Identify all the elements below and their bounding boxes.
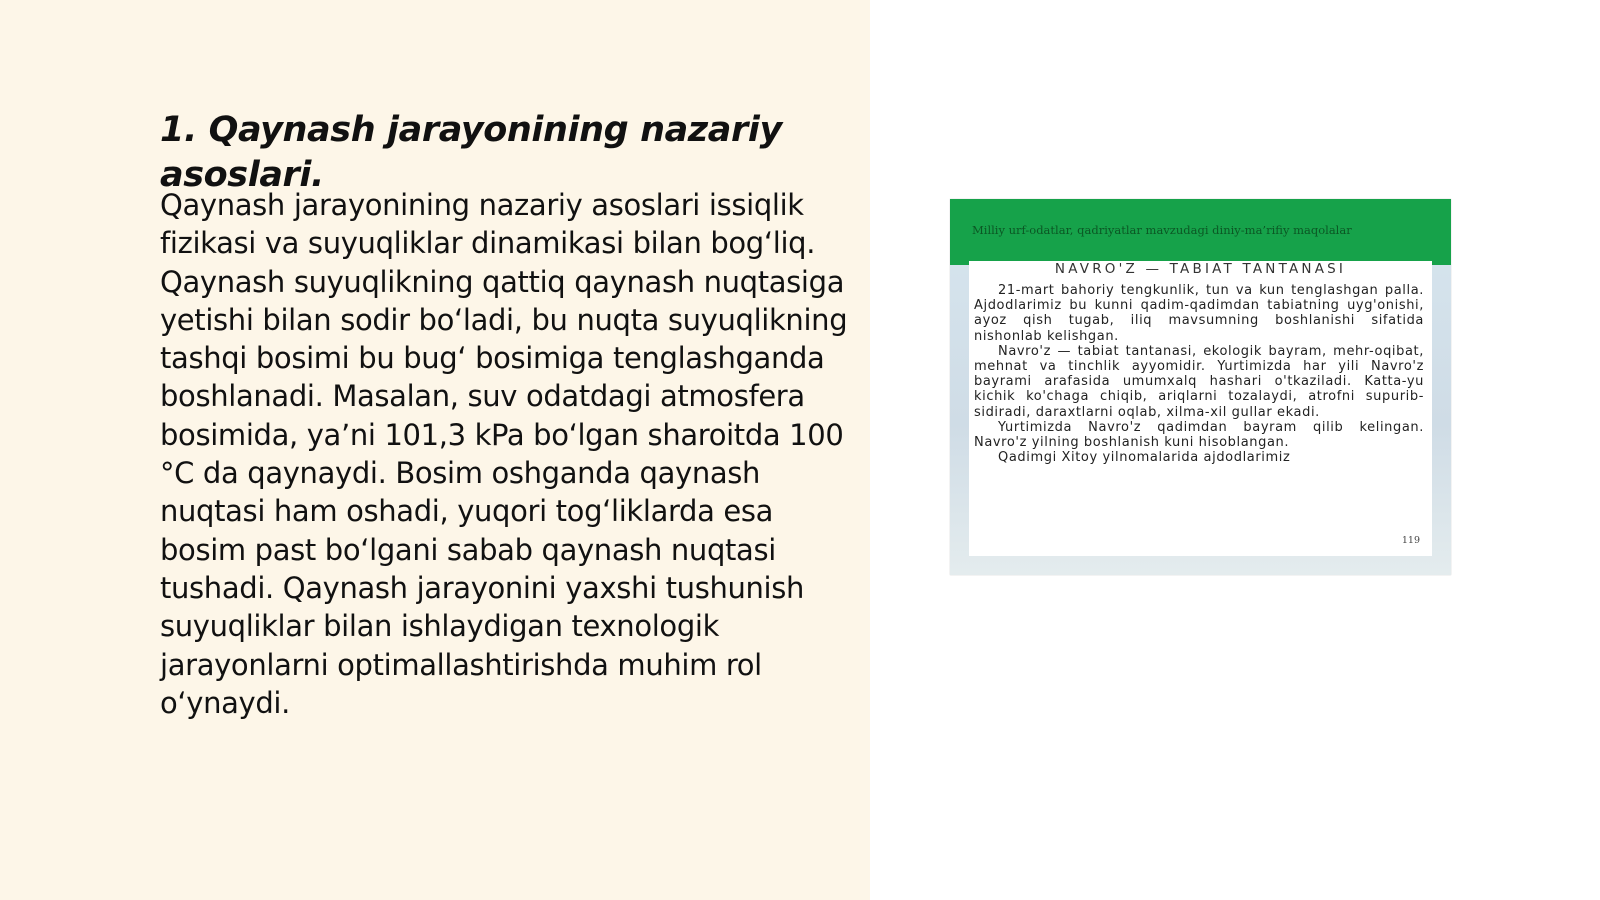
slide-body-text: Qaynash jarayonining nazariy asoslari issiqlik fizikasi va suyuqliklar dinamikasi bilan bog‘liq. Qaynash suyuqlikning qattiq qaynash nuqtasiga yetishi bilan sodir bo‘ladi, bu nuqta suyuqlikning tashqi bosimi bu bug‘ bosimiga tenglashganda boshlanadi. Masalan, suv odatdagi atmosfera bosimida, ya’ni 101,3 kPa bo‘lgan sharoitda 100 °C da qaynaydi. Bosim oshganda qaynash nuqtasi ham oshadi, yuqori tog‘liklarda esa bosim past bo‘lgani sabab qaynash nuqtasi tushadi. Qaynash jarayonini yaxshi tushunish suyuqliklar bilan ishlaydigan texnologik jarayonlarni optimallashtirishda muhim rol o‘ynaydi. bbox=[160, 188, 848, 720]
slide-title: 1. Qaynash jarayonining nazariy asoslari. bbox=[160, 110, 782, 195]
book-heading: NAVRO'Z — TABIAT TANTANASI bbox=[1054, 261, 1347, 277]
book-paragraph: Yurtimizda Navro'z qadimdan bayram qilib kelingan. Navro'z yilning boshlanish kuni hisoblangan. bbox=[974, 419, 1424, 451]
book-page-number: 119 bbox=[1401, 535, 1420, 546]
book-sheet bbox=[969, 261, 1432, 556]
book-paragraph: Navro'z — tabiat tantanasi, ekologik bayram, mehr-oqibat, mehnat va tinchlik ayyomidir. Yurtimizda har yili Navro'z bayrami arafasida umumxalq hashari o'tkaziladi. Katta-yu kichik ko'chaga chiqib, ariqlarni tozalaydi, atrofni supurib-sidiradi, daraxtlarni oqlab, xilma-xil gullar ekadi. bbox=[974, 343, 1424, 420]
book-header-band bbox=[950, 199, 1451, 265]
book-header-text: Milliy urf-odatlar, qadriyatlar mavzudagi diniy-ma’rifiy maqolalar bbox=[972, 223, 1352, 237]
book-paragraph: Qadimgi Xitoy yilnomalarida ajdodlarimiz bbox=[998, 450, 1291, 466]
book-paragraph: 21-mart bahoriy tengkunlik, tun va kun tenglashgan palla. Ajdodlarimiz bu kunni qadim-qadimdan tabiatning uyg'onishi, ayoz qish tugab, iliq mavsumning boshlanishi sifatida nishonlab kelishgan. bbox=[974, 283, 1424, 344]
book-text bbox=[974, 283, 1424, 465]
book-page-image bbox=[950, 199, 1451, 575]
